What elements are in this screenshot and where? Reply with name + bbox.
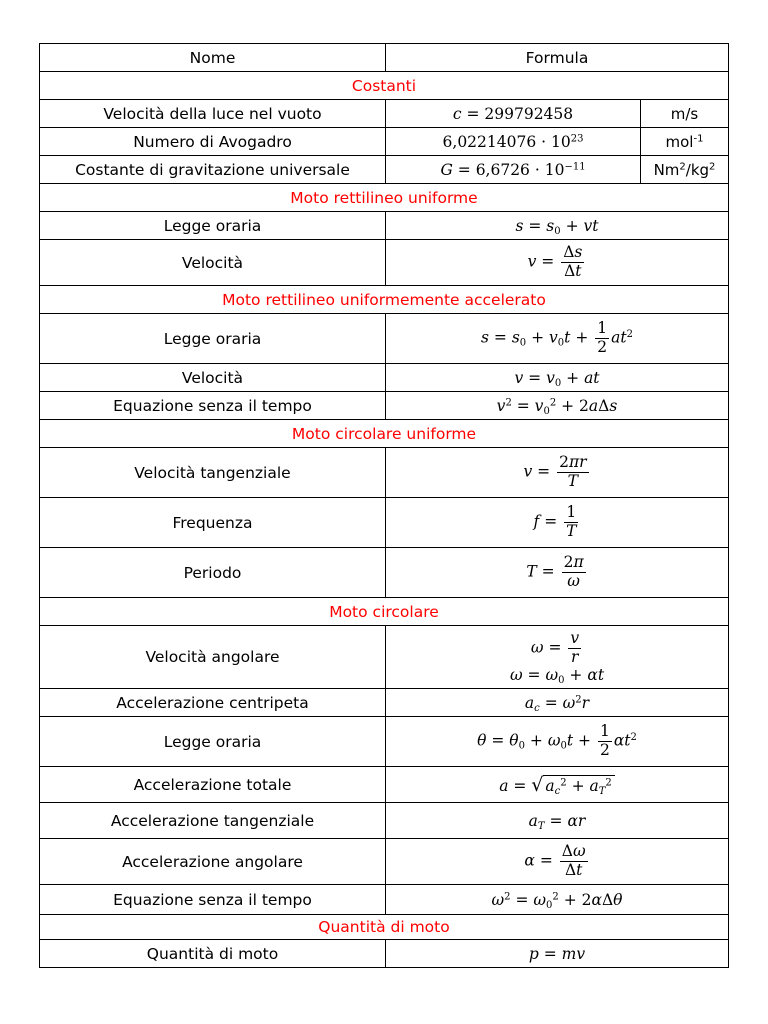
- table-row: [40, 128, 729, 156]
- section-mcu: Moto circolare uniforme: [40, 420, 729, 448]
- formula-table: [39, 43, 729, 968]
- unit-base: mol: [665, 132, 694, 151]
- table-row: [40, 689, 729, 717]
- table-row: [40, 156, 729, 184]
- formula-mc-angle: $\theta = \theta_0 + \omega_0t$ + $\frac{1}{2}$ $\alpha t^2$: [386, 717, 729, 767]
- formula-mc-total-acceleration: a = √ $a_c^2 + a_T^2$: [386, 767, 729, 803]
- formula-mcu-period: T = $\frac{2\pi}{\omega}$: [386, 548, 729, 598]
- formula-momentum: p = mv: [386, 940, 729, 968]
- unit-tail: /kg: [685, 160, 710, 179]
- unit-cell: m/s: [641, 100, 729, 128]
- section-mrua: Moto rettilineo uniformemente accelerato: [40, 286, 729, 314]
- section-mru: Moto rettilineo uniforme: [40, 184, 729, 212]
- row-name: Frequenza: [40, 498, 386, 548]
- table-row: [40, 626, 729, 689]
- row-name: Velocità della luce nel vuoto: [40, 100, 386, 128]
- unit-exponent: -1: [693, 133, 704, 144]
- formula-mc-angular-acceleration: α = $\frac{\Delta\omega}{\Delta t}$: [386, 839, 729, 885]
- row-name: Accelerazione angolare: [40, 839, 386, 885]
- section-mc: Moto circolare: [40, 598, 729, 626]
- unit-cell: [641, 128, 729, 156]
- section-row: [40, 420, 729, 448]
- section-qm: Quantità di moto: [40, 915, 729, 940]
- formula-mc-timeless: $\omega^2 = \omega_0^2 + 2\alpha\Delta\theta$: [386, 885, 729, 915]
- formula-mcu-tangential-velocity: v = $\frac{2\pi r}{T}$: [386, 448, 729, 498]
- header-formula: Formula: [386, 44, 729, 72]
- table-row: [40, 885, 729, 915]
- table-row: [40, 240, 729, 286]
- unit-cell: [641, 156, 729, 184]
- row-name: Accelerazione centripeta: [40, 689, 386, 717]
- header-name: Nome: [40, 44, 386, 72]
- formula-gravitation: $G = 6,6726 \cdot 10^{-11}$: [386, 156, 641, 184]
- table-row: [40, 314, 729, 364]
- row-name: Equazione senza il tempo: [40, 885, 386, 915]
- row-name: Legge oraria: [40, 717, 386, 767]
- unit-tail-exponent: 2: [709, 161, 716, 172]
- row-name: Periodo: [40, 548, 386, 598]
- table-row: [40, 839, 729, 885]
- row-name: Velocità tangenziale: [40, 448, 386, 498]
- constant-value: 299792458: [484, 104, 574, 123]
- formula-mcu-frequency: f = $\frac{1}{T}$: [386, 498, 729, 548]
- row-name: Legge oraria: [40, 212, 386, 240]
- table-row: [40, 803, 729, 839]
- section-costanti: Costanti: [40, 72, 729, 100]
- formula-mrua-timeless: $v^2 = v_0^2 + 2a\Delta s$: [386, 392, 729, 420]
- formula-avogadro: $6,02214076 \cdot 10^{23}$: [386, 128, 641, 156]
- row-name: Accelerazione tangenziale: [40, 803, 386, 839]
- row-name: Equazione senza il tempo: [40, 392, 386, 420]
- section-row: [40, 915, 729, 940]
- row-name: Velocità: [40, 240, 386, 286]
- table-row: [40, 392, 729, 420]
- table-row: [40, 364, 729, 392]
- table-row: [40, 498, 729, 548]
- unit-base: Nm: [653, 160, 680, 179]
- row-name: Costante di gravitazione universale: [40, 156, 386, 184]
- section-row: [40, 72, 729, 100]
- formula-mru-position: $s = s_0$ + vt: [386, 212, 729, 240]
- unit-exponent: 2: [679, 161, 686, 172]
- table-row: [40, 448, 729, 498]
- constant-mantissa: 6,6726: [475, 160, 530, 179]
- row-name: Quantità di moto: [40, 940, 386, 968]
- formula-mrua-position: $s = s_0 + v_0t$ + $\frac{1}{2}$ $at^2$: [386, 314, 729, 364]
- formula-mc-tangential-acceleration: $a_T = \alpha r$: [386, 803, 729, 839]
- table-row: [40, 548, 729, 598]
- header-row: [40, 44, 729, 72]
- table-row: [40, 100, 729, 128]
- table-row: [40, 717, 729, 767]
- section-row: [40, 598, 729, 626]
- row-name: Accelerazione totale: [40, 767, 386, 803]
- section-row: [40, 286, 729, 314]
- formula-mc-centripetal: $a_c = \omega^2r$: [386, 689, 729, 717]
- section-row: [40, 184, 729, 212]
- table-row: [40, 767, 729, 803]
- formula-speed-of-light: c = 299792458: [386, 100, 641, 128]
- formula-mrua-velocity: $v = v_0$ + at: [386, 364, 729, 392]
- row-name: Velocità angolare: [40, 626, 386, 689]
- table-row: [40, 212, 729, 240]
- formula-mc-angular-velocity: ω = $\frac{v}{r}$ $\omega = \omega_0 + \alpha t$: [386, 626, 729, 689]
- table-row: [40, 940, 729, 968]
- formula-mru-velocity: v = $\frac{\Delta s}{\Delta t}$: [386, 240, 729, 286]
- row-name: Numero di Avogadro: [40, 128, 386, 156]
- constant-exponent: 23: [570, 133, 584, 144]
- constant-mantissa: 6,02214076: [442, 132, 537, 151]
- constant-exponent: −11: [564, 161, 586, 172]
- row-name: Legge oraria: [40, 314, 386, 364]
- row-name: Velocità: [40, 364, 386, 392]
